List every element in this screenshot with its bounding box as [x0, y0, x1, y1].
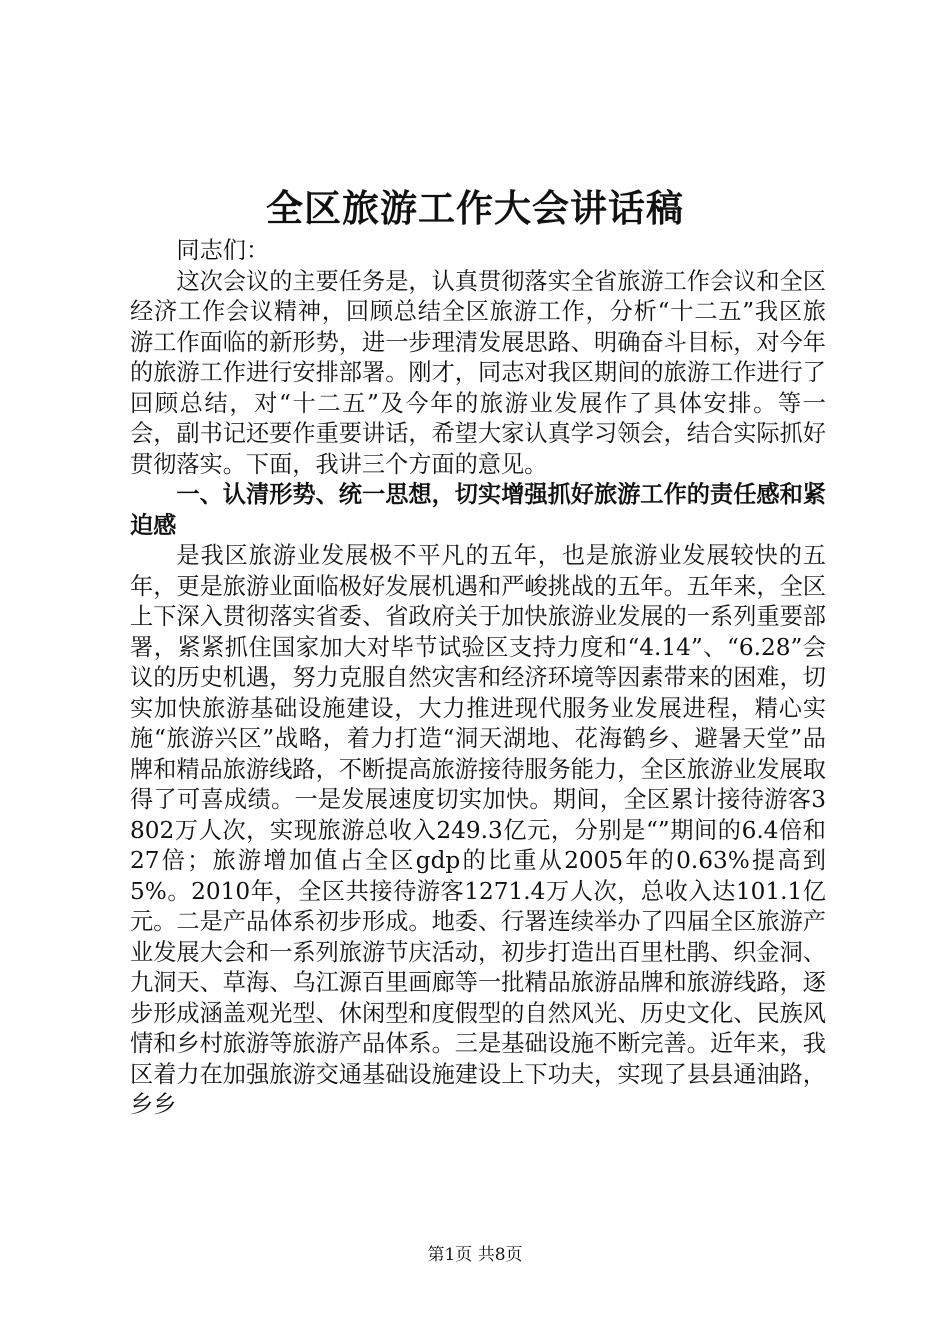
greeting-line: 同志们： [176, 237, 270, 264]
page-footer: 第1页 共8页 [427, 1245, 523, 1265]
paragraph-section-1: 是我区旅游业发展极不平凡的五年，也是旅游业发展较快的五年，更是旅游业面临极好发展机遇和严峻挑战的五年。五年来，全区上下深入贯彻落实省委、省政府关于加快旅游业发展的一系列重要部署，紧紧抓住国家加大对毕节试验区支持力度和“4.14”、“6.28”会议的历史机遇，努力克服自然灾害和经济环境等因素带来的困难，切实加快旅游基础设施建设，大力推进现代服务业发展进程，精心实施“旅游兴区”战略，着力打造“洞天湖地、花海鹤乡、避暑天堂”品牌和精品旅游线路，不断提高旅游接待服务能力，全区旅游业发展取得了可喜成绩。一是发展速度切实加快。期间，全区累计接待游客3802万人次，实现旅游总收入249.3亿元，分别是“”期间的6.4倍和27倍；旅游增加值占全区gdp的比重从2005年的0.63%提高到5%。2010年，全区共接待游客1271.4万人次，总收入达101.1亿元。二是产品体系初步形成。地委、行署连续举办了四届全区旅游产业发展大会和一系列旅游节庆活动，初步打造出百里杜鹃、织金洞、九洞天、草海、乌江源百里画廊等一批精品旅游品牌和旅游线路，逐步形成涵盖观光型、休闲型和度假型的自然风光、历史文化、民族风情和乡村旅游等旅游产品体系。三是基础设施不断完善。近年来，我区着力在加强旅游交通基础设施建设上下功夫，实现了县县通油路，乡乡 [130, 542, 826, 1118]
section-heading-1: 一、认清形势、统一思想，切实增强抓好旅游工作的责任感和紧迫感 [130, 481, 826, 539]
document-title: 全区旅游工作大会讲话稿 [266, 186, 684, 230]
document-body [130, 236, 826, 1121]
paragraph-intro: 这次会议的主要任务是，认真贯彻落实全省旅游工作会议和全区经济工作会议精神，回顾总结全区旅游工作，分析“十二五”我区旅游工作面临的新形势，进一步理清发展思路、明确奋斗目标，对今年的旅游工作进行安排部署。刚才，同志对我区期间的旅游工作进行了回顾总结，对“十二五”及今年的旅游业发展作了具体安排。等一会，副书记还要作重要讲话，希望大家认真学习领会，结合实际抓好贯彻落实。下面，我讲三个方面的意见。 [130, 267, 826, 478]
